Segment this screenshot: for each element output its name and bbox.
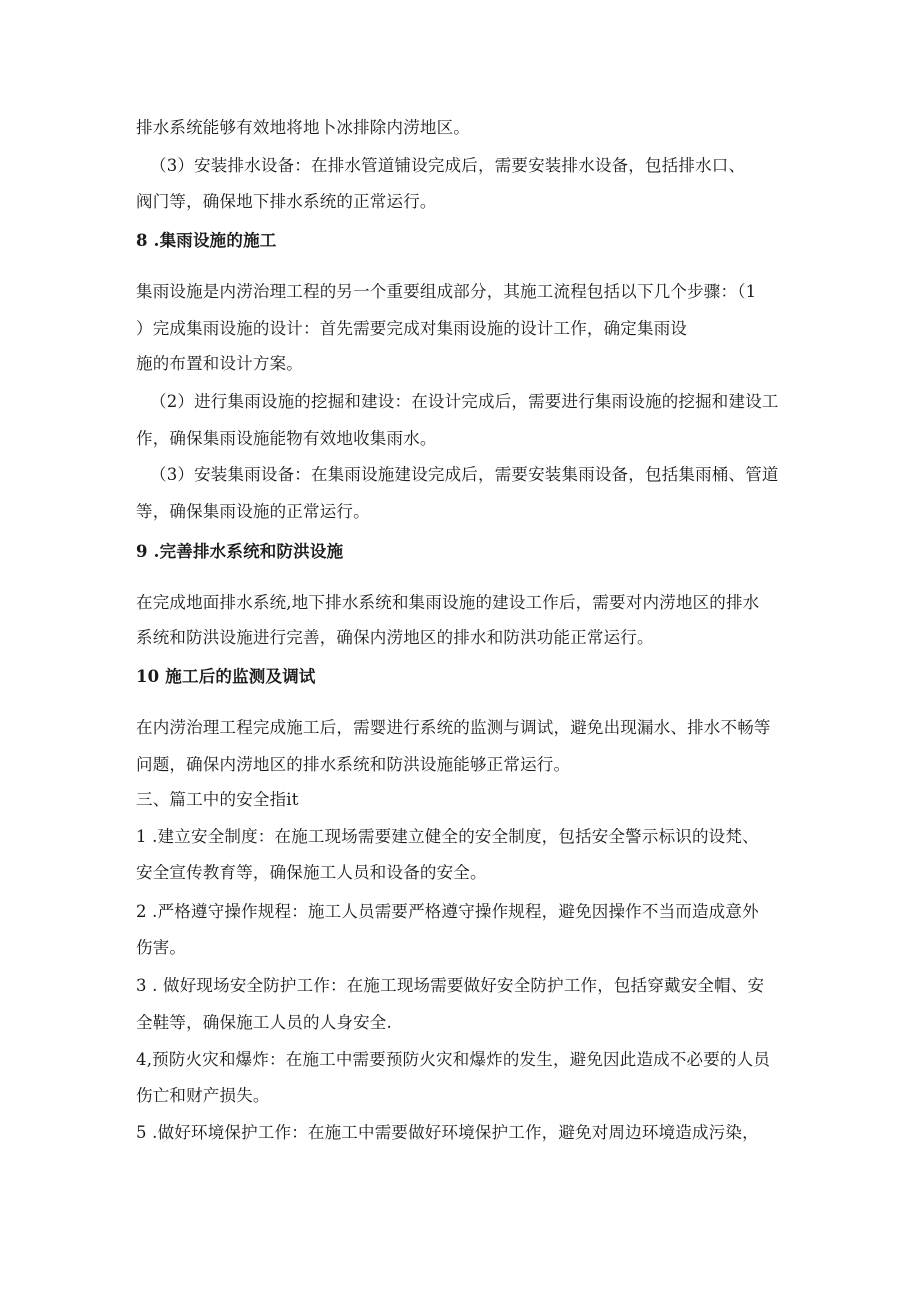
text-line: 施的布置和设计方案。: [136, 354, 303, 373]
text-line: 在完成地面排水系统,地下排水系统和集雨设施的建设工作后，需要对内涝地区的排水: [136, 593, 760, 612]
section-heading: 10 施工后的监测及调试: [136, 667, 316, 686]
text-line: 阀门等，确保地下排水系统的正常运行。: [136, 192, 437, 211]
text-line: 4,预防火灾和爆炸：在施工中需要预防火灾和爆炸的发生，避免因此造成不必要的人员: [136, 1050, 771, 1069]
section-heading: 9 .完善排水系统和防洪设施: [136, 542, 344, 561]
text-line: 在内涝治理工程完成施工后，需婴进行系统的监测与调试，避免出现漏水、排水不畅等: [136, 718, 771, 737]
text-line: （2）进行集雨设施的挖掘和建设：在设计完成后，需要进行集雨设施的挖掘和建设工: [150, 392, 779, 411]
text-line: （3）安装集雨设备：在集雨设施建设完成后，需要安装集雨设备，包括集雨桶、管道: [150, 465, 779, 484]
text-line: ）完成集雨设施的设计：首先需要完成对集雨设施的设计工作，确定集雨设: [136, 319, 688, 338]
text-line: 3 . 做好现场安全防护工作：在施工现场需要做好安全防护工作，包括穿戴安全帽、安: [136, 976, 765, 995]
text-line: 安全宣传教育等，确保施工人员和设备的安全。: [136, 863, 487, 882]
text-line: 等，确保集雨设施的正常运行。: [136, 502, 370, 521]
text-line: 伤害。: [136, 938, 187, 957]
text-line: 2 .严格遵守操作规程：施工人员需要严格遵守操作规程，避免因操作不当而造成意外: [136, 902, 759, 921]
text-line: 1 .建立安全制度：在施工现场需要建立健全的安全制度，包括安全警示标识的设梵、: [136, 827, 759, 846]
text-line: （3）安装排水设备：在排水管道铺设完成后，需要安装排水设备，包括排水口、: [150, 156, 746, 175]
text-line: 伤亡和财产损失。: [136, 1086, 270, 1105]
section-heading: 三、篇工中的安全指it: [136, 790, 299, 809]
section-heading: 8 .集雨设施的施工: [136, 231, 277, 250]
text-line: 排水系统能够有效地将地卜冰排除内涝地区。: [136, 118, 470, 137]
text-line: 全鞋等，确保施工人员的人身安全.: [136, 1013, 392, 1032]
text-line: 5 .做好环境保护工作：在施工中需要做好环境保护工作，避免对周边环境造成污染，: [136, 1123, 759, 1142]
text-line: 系统和防洪设施进行完善，确保内涝地区的排水和防洪功能正常运行。: [136, 628, 654, 647]
text-line: 集雨设施是内涝治理工程的另一个重要组成部分，其施工流程包括以下几个步骤：（1: [136, 282, 757, 301]
text-line: 问题，确保内涝地区的排水系统和防洪设施能够正常运行。: [136, 755, 571, 774]
text-line: 作，确保集雨设施能物有效地收集雨水。: [136, 429, 437, 448]
